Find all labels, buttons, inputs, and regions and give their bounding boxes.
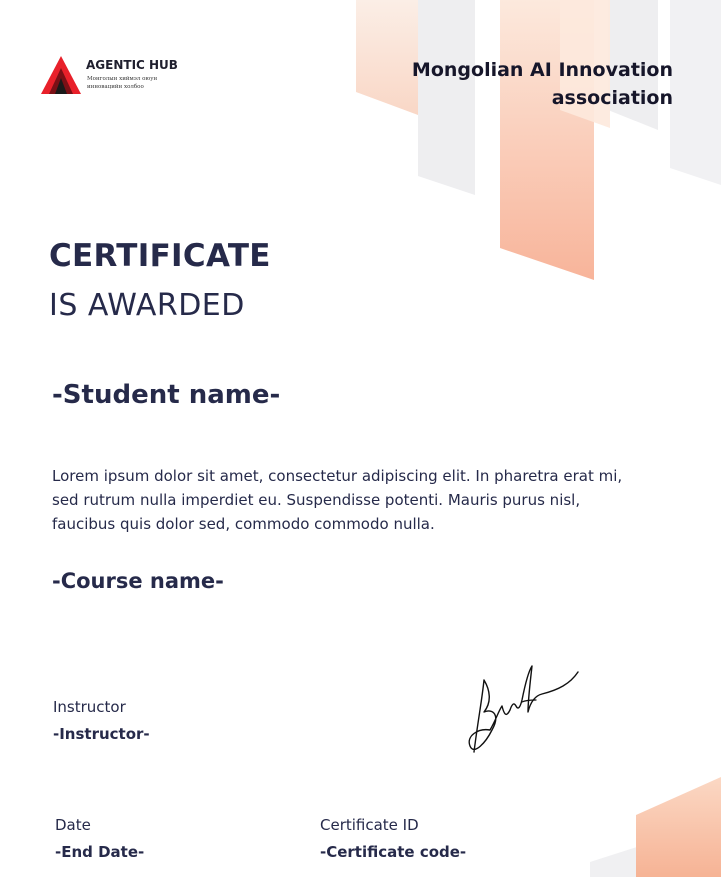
organization-line-1: Mongolian AI Innovation <box>411 59 673 81</box>
instructor-value: -Instructor- <box>53 725 150 743</box>
certificate-title: CERTIFICATE <box>49 238 271 274</box>
triangle-logo-icon <box>40 54 82 96</box>
certificate-id-value: -Certificate code- <box>320 843 467 861</box>
logo-name: AGENTIC HUB <box>86 58 178 72</box>
certificate-id-label: Certificate ID <box>320 816 419 834</box>
stripe-peach-bottom <box>636 777 721 877</box>
certificate-subtitle: IS AWARDED <box>49 288 245 323</box>
signature-image <box>462 660 587 760</box>
instructor-label: Instructor <box>53 698 126 716</box>
organization-line-2: association <box>551 87 673 109</box>
stripe-gray-3 <box>670 0 721 185</box>
logo-subtitle: Монголын хиймэл оюун инновацийн холбоо <box>87 76 158 90</box>
date-label: Date <box>55 816 91 834</box>
organization-name <box>353 56 673 112</box>
description-text: Lorem ipsum dolor sit amet, consectetur adipiscing elit. In pharetra erat mi, sed rutrum nulla imperdiet eu. Suspendisse potenti. Mauris purus nisl, faucibus quis dolor sed, commodo commodo nulla. <box>52 467 623 533</box>
course-name: -Course name- <box>52 569 224 593</box>
date-value: -End Date- <box>55 843 145 861</box>
agentic-hub-logo <box>40 52 190 100</box>
student-name: -Student name- <box>52 380 281 410</box>
